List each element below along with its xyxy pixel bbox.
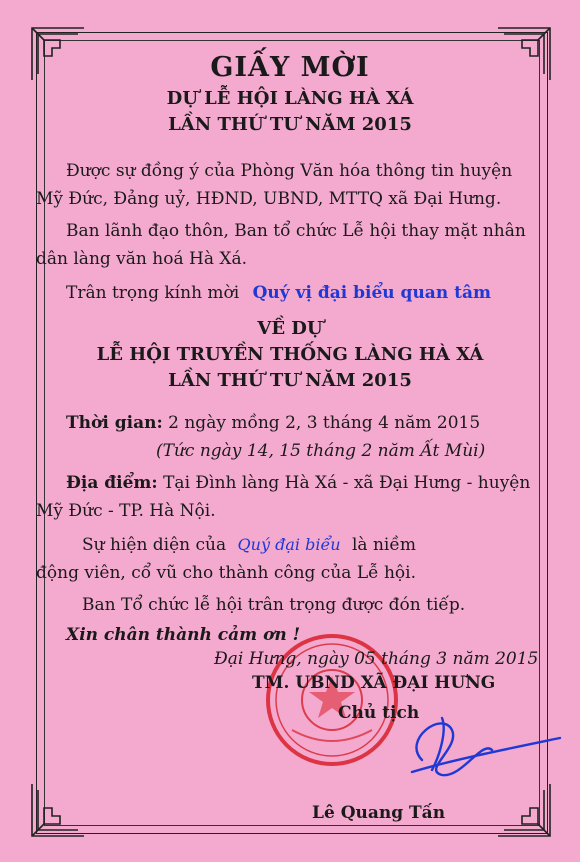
place-label: Địa điểm: (66, 473, 158, 493)
presence-prefix: Sự hiện diện của (82, 535, 227, 555)
ornamental-corner-icon (30, 782, 86, 838)
presence-line-2: động viên, cổ vũ cho thành công của Lễ hội. (36, 563, 416, 583)
handwritten-signature (382, 700, 562, 790)
time-label: Thời gian: (66, 413, 163, 433)
heading-year: LẦN THỨ TƯ NĂM 2015 (168, 370, 412, 391)
place-line-2: Mỹ Đức - TP. Hà Nội. (36, 501, 216, 521)
presence-handwritten: Quý đại biểu (237, 535, 341, 554)
lunar-note: (Tức ngày 14, 15 tháng 2 năm Ất Mùi) (156, 441, 486, 461)
document-title: GIẤY MỜI (210, 52, 370, 83)
org-line: TM. UBND XÃ ĐẠI HƯNG (252, 673, 496, 693)
intro-line: Ban lãnh đạo thôn, Ban tổ chức Lễ hội thay mặt nhân (66, 221, 526, 241)
signer-name: Lê Quang Tấn (312, 803, 446, 823)
welcome-line: Ban Tổ chức lễ hội trân trọng được đón tiếp. (82, 595, 466, 615)
intro-line: dân làng văn hoá Hà Xá. (36, 249, 247, 269)
invitee-name: Quý vị đại biểu quan tâm (252, 283, 491, 303)
intro-line: Được sự đồng ý của Phòng Văn hóa thông tin huyện (66, 161, 513, 181)
heading-attend: VỀ DỰ (257, 318, 323, 339)
ornamental-corner-icon (496, 782, 552, 838)
place-line (66, 470, 530, 496)
time-line (66, 410, 480, 436)
place-value: Tại Đình làng Hà Xá - xã Đại Hưng - huyện (163, 473, 531, 493)
presence-line (82, 532, 416, 558)
position-line: Chủ tịch (338, 703, 420, 723)
time-value: 2 ngày mồng 2, 3 tháng 4 năm 2015 (168, 413, 481, 433)
intro-line: Mỹ Đức, Đảng uỷ, HĐND, UBND, MTTQ xã Đại Hưng. (36, 189, 502, 209)
document-subtitle-year: LẦN THỨ TƯ NĂM 2015 (168, 114, 412, 135)
heading-festival: LỄ HỘI TRUYỀN THỐNG LÀNG HÀ XÁ (96, 344, 484, 365)
date-line: Đại Hưng, ngày 05 tháng 3 năm 2015 (214, 649, 539, 669)
presence-suffix: là niềm (352, 535, 416, 555)
invite-prefix: Trân trọng kính mời (66, 283, 240, 303)
thanks-line: Xin chân thành cảm ơn ! (66, 625, 301, 645)
invite-line (66, 280, 491, 306)
document-subtitle: DỰ LỄ HỘI LÀNG HÀ XÁ (166, 88, 414, 109)
